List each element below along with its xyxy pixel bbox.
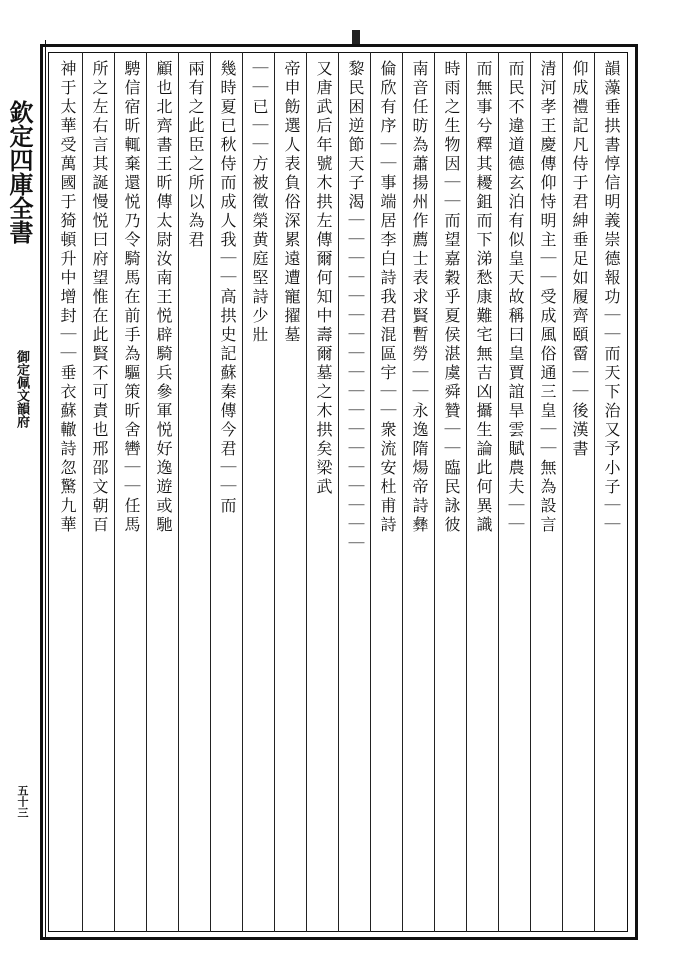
column-rule [274, 52, 275, 932]
text-column: 南音任昉為蕭揚州作薦士表求賢暫勞｜｜永逸隋煬帝詩彝 [410, 60, 429, 535]
text-column: 兩有之此臣之所以為君 [186, 60, 205, 250]
column-rule [530, 52, 531, 932]
margin-book-title: 欽定四庫全書 [5, 100, 34, 244]
column-rule [114, 52, 115, 932]
page-number: 五十三 [16, 785, 29, 818]
margin-book-subtitle: 御定佩文韻府 [14, 350, 29, 428]
column-rule [338, 52, 339, 932]
text-column: 帝申飭選人表負俗深累遠遭寵擢墓 [282, 60, 301, 345]
text-column: ｜｜已｜｜方被徵榮黄庭堅詩少壯 [250, 60, 269, 345]
column-rule [306, 52, 307, 932]
column-rule [82, 52, 83, 932]
column-rule [466, 52, 467, 932]
text-column: 所之左右言其誕慢悦曰府望惟在此賢不可責也邢邵文朝百 [90, 60, 109, 535]
column-rule [498, 52, 499, 932]
text-column: 又唐武后年號木拱左傳爾何知中壽爾墓之木拱矣梁武 [314, 60, 333, 497]
column-rule [146, 52, 147, 932]
text-column: 騁信宿昕輒棄還悦乃令騎馬在前手為驅策昕舍轡｜｜任馬 [122, 60, 141, 535]
column-rule [402, 52, 403, 932]
column-rule [178, 52, 179, 932]
text-column: 黎民困逆節天子渴｜｜｜｜｜｜｜｜｜｜｜｜｜｜｜｜｜｜ [346, 60, 365, 554]
column-rule [210, 52, 211, 932]
text-column: 時雨之生物因｜｜而望嘉穀乎夏侯湛虞舜贊｜｜臨民詠彼 [442, 60, 461, 535]
column-rule [370, 52, 371, 932]
text-column: 而民不違道德玄泊有似皇天故稱曰皇賈誼旱雲賦農夫｜｜ [506, 60, 525, 535]
text-column: 神于太華受萬國于猗頓升中增封｜｜垂衣蘇轍詩忽驚九華 [58, 60, 77, 535]
text-column: 清河孝王慶傳仰恃明主｜｜受成風俗通三皇｜｜無為設言 [538, 60, 557, 535]
text-column: 幾時夏已秋侍而成人我｜｜高拱史記蘇秦傳今君｜｜而 [218, 60, 237, 516]
column-rule [594, 52, 595, 932]
column-rule [434, 52, 435, 932]
text-column: 顧也北齊書王昕傳太尉汝南王悦辟騎兵參軍悦好逸遊或馳 [154, 60, 173, 535]
text-column: 韻藻垂拱書惇信明義崇德報功｜｜而天下治又予小子｜｜ [602, 60, 621, 535]
text-column: 仰成禮記凡侍于君紳垂足如履齊頤霤｜｜後漢書 [570, 60, 589, 459]
binding-mark [352, 30, 360, 44]
column-rule [242, 52, 243, 932]
text-column: 而無事兮釋其耰鉏而下涕愁康難宅無吉凶攝生論此何異識 [474, 60, 493, 535]
column-rule [562, 52, 563, 932]
text-column: 倫欣有序｜｜事端居李白詩我君混區宇｜｜衆流安杜甫詩 [378, 60, 397, 535]
